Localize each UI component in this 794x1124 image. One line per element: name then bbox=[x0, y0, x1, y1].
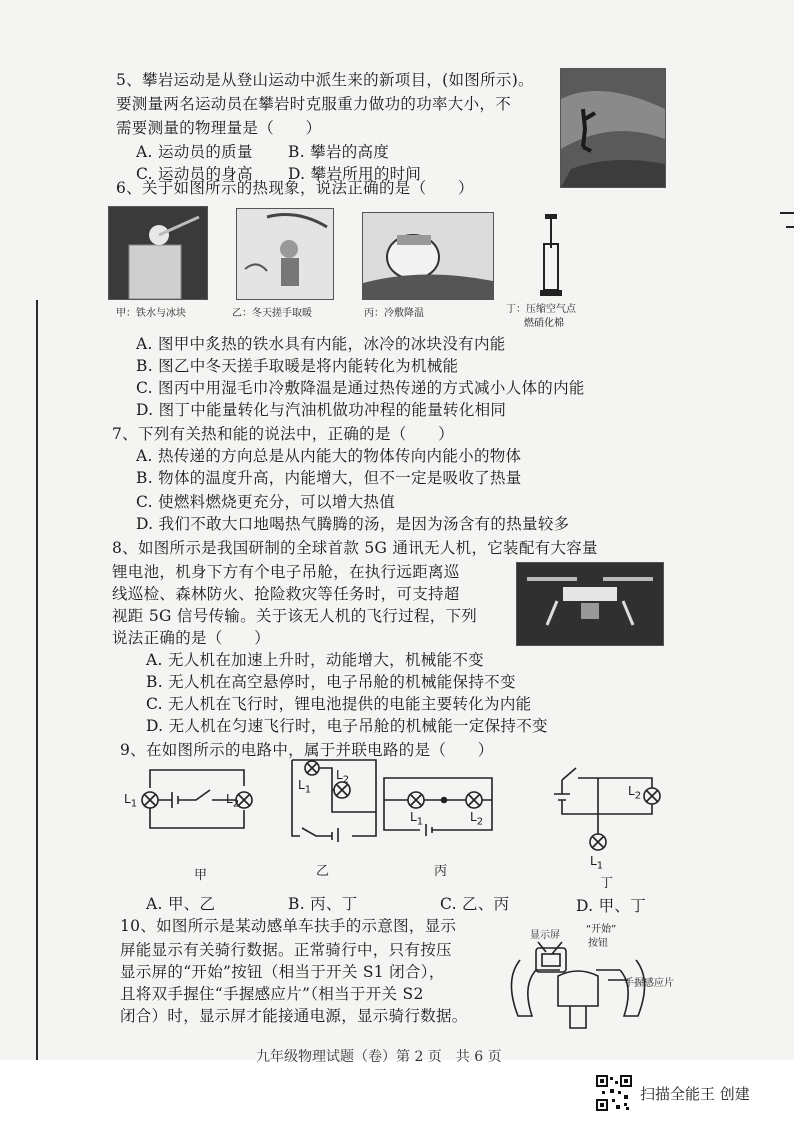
margin-rule bbox=[36, 300, 38, 1060]
circuit-label-bing: 丙 bbox=[434, 864, 448, 879]
circuit-yi: $L_1$ $L_2$ bbox=[276, 756, 382, 842]
cold-compress-cartoon bbox=[362, 212, 494, 300]
caption-ding-line2: 燃硝化棉 bbox=[524, 318, 564, 329]
q8-option-b: B. 无人机在高空悬停时，电子吊舱的机械能保持不变 bbox=[146, 673, 516, 691]
q5-stem-line1: 5、攀岩运动是从登山运动中派生来的新项目，(如图所示)。 bbox=[116, 71, 534, 89]
air-compression-apparatus bbox=[536, 214, 566, 298]
q5-stem-line3: 需要测量的物理量是（ ） bbox=[116, 119, 322, 137]
drone-photo bbox=[516, 562, 664, 646]
q6-option-d: D. 图丁中能量转化与汽油机做功冲程的能量转化相同 bbox=[136, 401, 507, 419]
q5-option-c: C. 运动员的身高 bbox=[136, 165, 253, 183]
circuit-label-jia: 甲 bbox=[194, 868, 208, 883]
q8-stem-line2: 锂电池，机身下方有个电子吊舱，在执行远距离巡 bbox=[112, 563, 460, 581]
caption-bing: 丙：冷敷降温 bbox=[364, 308, 424, 319]
q10-stem-line3: 显示屏的“开始”按钮（相当于开关 S1 闭合）， bbox=[120, 963, 445, 981]
qr-code-icon bbox=[596, 1075, 632, 1111]
q8-option-c: C. 无人机在飞行时，锂电池提供的电能主要转化为内能 bbox=[146, 695, 532, 713]
q6-option-a: A. 图甲中炙热的铁水具有内能，冰冷的冰块没有内能 bbox=[136, 335, 506, 353]
caption-yi: 乙：冬天搓手取暖 bbox=[232, 308, 312, 319]
scanner-label: 扫描全能王 创建 bbox=[640, 1085, 750, 1103]
q5-option-a: A. 运动员的质量 bbox=[136, 143, 253, 161]
label-start-line2: 按钮 bbox=[588, 938, 608, 949]
q9-option-d: D. 甲、丁 bbox=[576, 897, 647, 915]
label-grip-sensor: 手握感应片 bbox=[624, 978, 674, 989]
q6-stem: 6、关于如图所示的热现象，说法正确的是（ ） bbox=[116, 179, 474, 197]
q10-stem-line1: 10、如图所示是某动感单车扶手的示意图，显示 bbox=[120, 917, 457, 935]
q7-stem: 7、下列有关热和能的说法中，正确的是（ ） bbox=[112, 425, 454, 443]
circuit-ding: $L_2$ $L_1$ bbox=[548, 764, 664, 874]
q5-option-b: B. 攀岩的高度 bbox=[288, 143, 390, 161]
circuit-label-yi: 乙 bbox=[316, 864, 330, 879]
margin-mark bbox=[780, 212, 794, 214]
q8-stem-line1: 8、如图所示是我国研制的全球首款 5G 通讯无人机，它装配有大容量 bbox=[112, 539, 598, 557]
circuit-jia: $L_1$ $L_2$ bbox=[124, 766, 264, 832]
q7-option-b: B. 物体的温度升高，内能增大，但不一定是吸收了热量 bbox=[136, 469, 522, 487]
q6-option-b: B. 图乙中冬天搓手取暖是将内能转化为机械能 bbox=[136, 357, 459, 375]
q9-option-c: C. 乙、丙 bbox=[440, 895, 510, 913]
q8-option-d: D. 无人机在匀速飞行时，电子吊舱的机械能一定保持不变 bbox=[146, 717, 548, 735]
scanner-watermark bbox=[596, 1075, 786, 1113]
q7-option-c: C. 使燃料燃烧更充分，可以增大热值 bbox=[136, 493, 396, 511]
q10-stem-line2: 屏能显示有关骑行数据。正常骑行中，只有按压 bbox=[120, 941, 452, 959]
caption-jia: 甲：铁水与冰块 bbox=[116, 308, 186, 319]
q9-stem: 9、在如图所示的电路中，属于并联电路的是（ ） bbox=[120, 741, 494, 759]
q8-stem-line5: 说法正确的是（ ） bbox=[112, 629, 271, 647]
q7-option-d: D. 我们不敢大口地喝热气腾腾的汤，是因为汤含有的热量较多 bbox=[136, 515, 570, 533]
q5-option-d: D. 攀岩所用的时间 bbox=[288, 165, 422, 183]
q9-option-b: B. 丙、丁 bbox=[288, 895, 358, 913]
q9-option-a: A. 甲、乙 bbox=[146, 895, 216, 913]
q5-stem-line2: 要测量两名运动员在攀岩时克服重力做功的功率大小，不 bbox=[116, 95, 512, 113]
rock-climbing-photo bbox=[560, 68, 666, 188]
page-footer: 九年级物理试题（卷）第 2 页 共 6 页 bbox=[256, 1049, 502, 1065]
q6-option-c: C. 图丙中用湿毛巾冷敷降温是通过热传递的方式减小人体的内能 bbox=[136, 379, 585, 397]
q8-stem-line4: 视距 5G 信号传输。关于该无人机的飞行过程，下列 bbox=[112, 607, 478, 625]
label-display-screen: 显示屏 bbox=[530, 930, 560, 941]
label-start-line1: “开始” bbox=[586, 924, 617, 935]
rubbing-hands-cartoon bbox=[236, 208, 334, 300]
q10-stem-line5: 闭合）时，显示屏才能接通电源，显示骑行数据。 bbox=[120, 1007, 468, 1025]
bike-handlebar-diagram bbox=[500, 920, 686, 1032]
margin-mark bbox=[786, 226, 794, 228]
q8-stem-line3: 线巡检、森林防火、抢险救灾等任务时，可支持超 bbox=[112, 585, 460, 603]
q7-option-a: A. 热传递的方向总是从内能大的物体传向内能小的物体 bbox=[136, 447, 522, 465]
q10-stem-line4: 且将双手握住“手握感应片”（相当于开关 S2 bbox=[120, 985, 424, 1003]
circuit-bing: $L_1$ $L_2$ bbox=[380, 774, 498, 836]
caption-ding-line1: 丁：压缩空气点 bbox=[506, 304, 576, 315]
q8-option-a: A. 无人机在加速上升时，动能增大，机械能不变 bbox=[146, 651, 484, 669]
circuit-label-ding: 丁 bbox=[600, 876, 614, 891]
iron-and-ice-photo bbox=[108, 206, 208, 300]
